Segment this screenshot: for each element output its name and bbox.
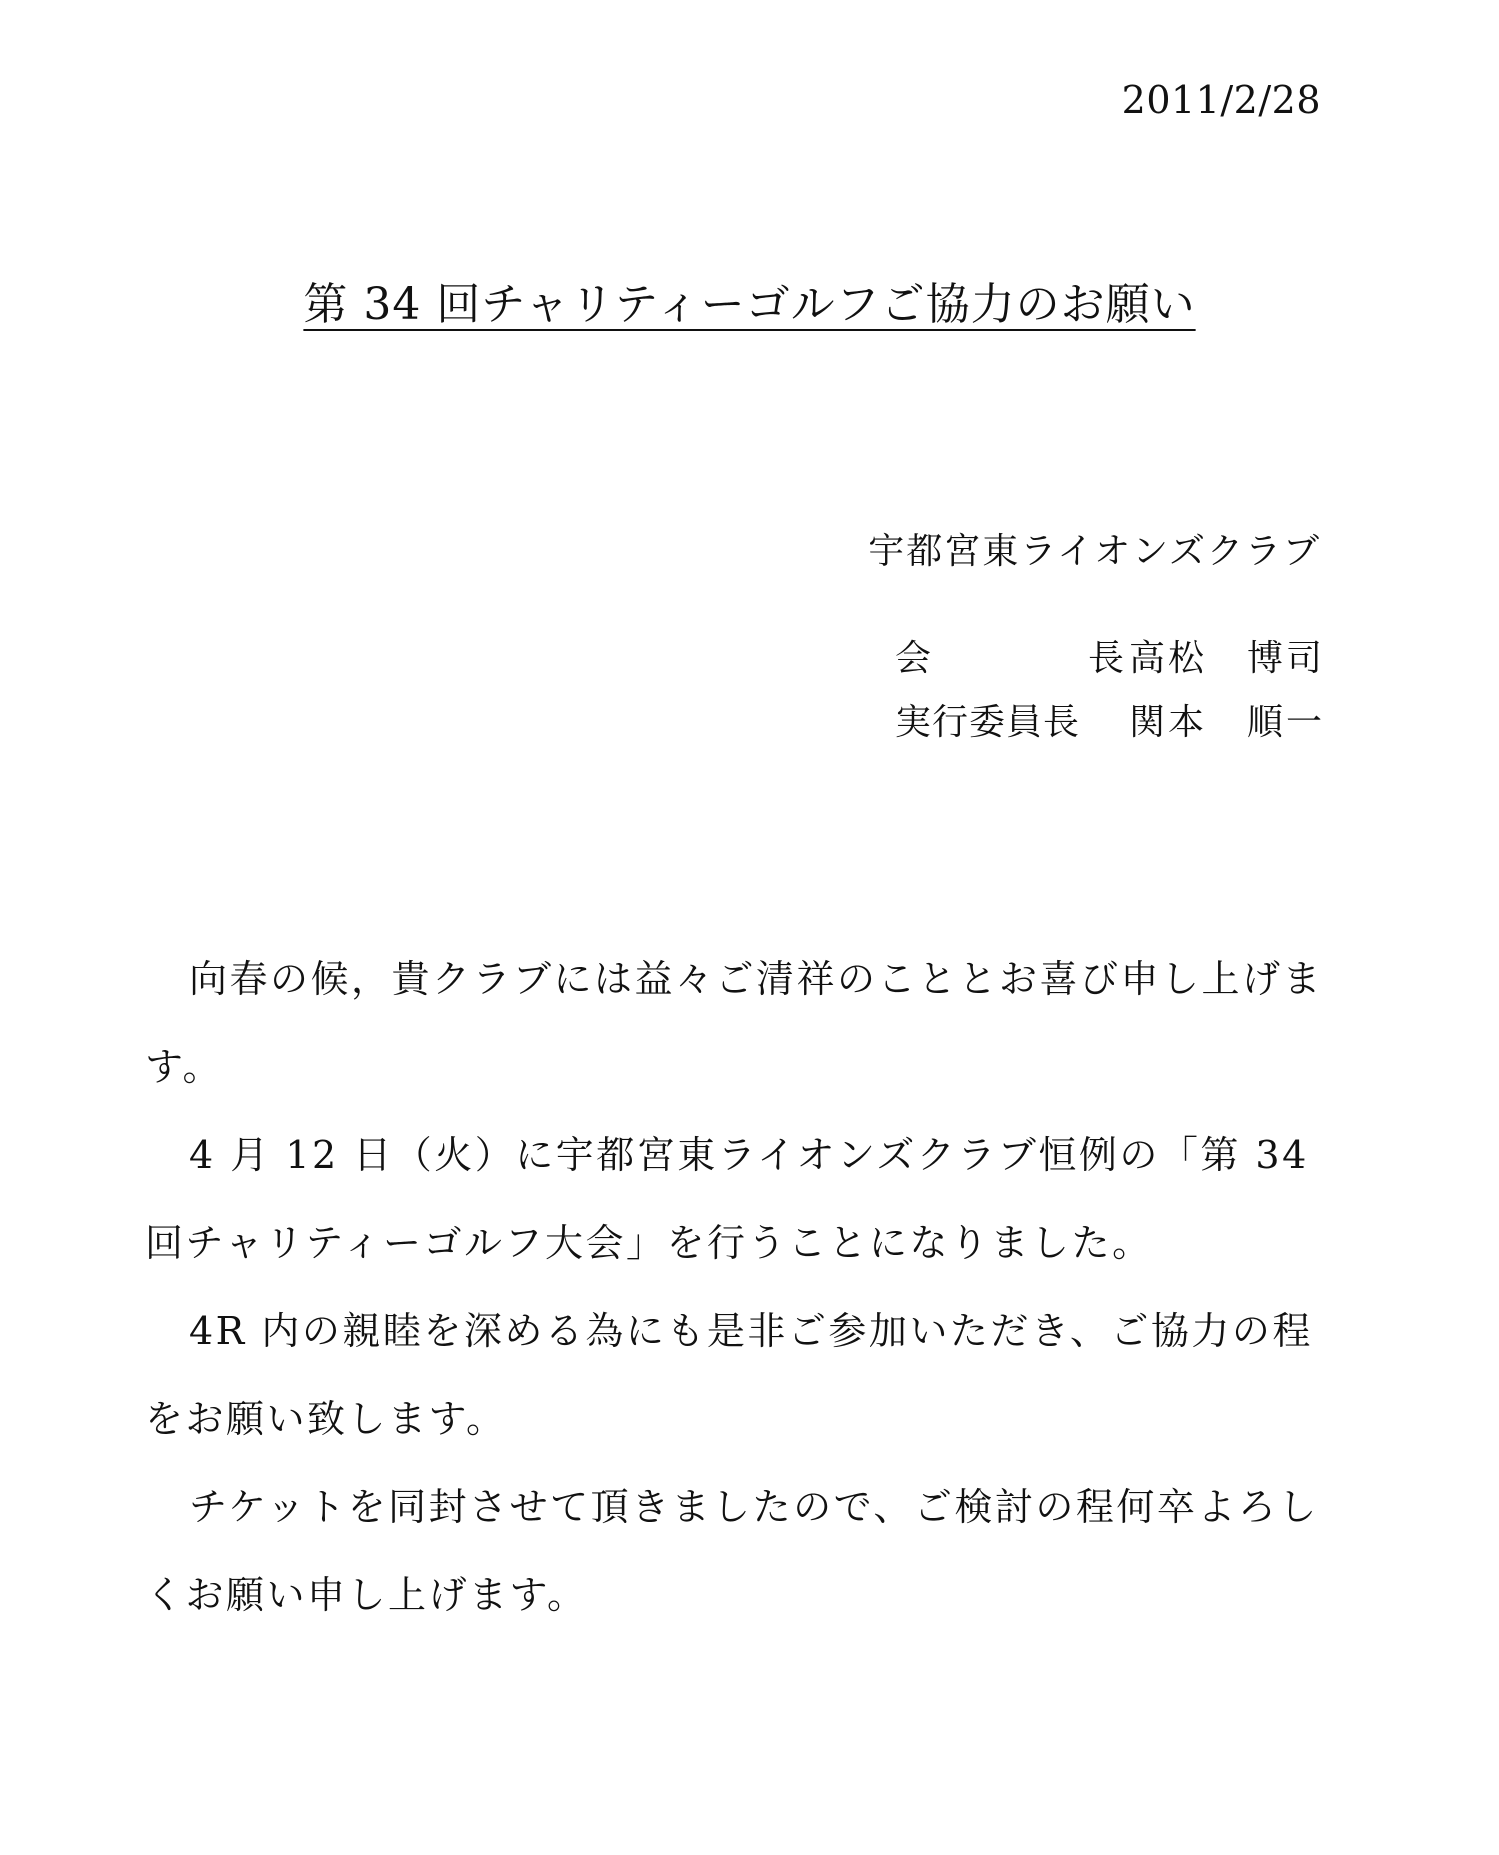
body-paragraph: チケットを同封させて頂きましたので、ご検討の程何卒よろしくお願い申し上げます。 [145, 1485, 1319, 1617]
officer-given-name: 順一 [1246, 702, 1325, 743]
body-paragraph: 4 月 12 日（火）に宇都宮東ライオンズクラブ恒例の「第 34 回チャリティーゴルフ大会」を行うことになりました。 [145, 1133, 1309, 1265]
officer-role [895, 630, 1125, 681]
officer-surname: 関本 [1129, 702, 1208, 743]
organization-name: 宇都宮東ライオンズクラブ [868, 531, 1321, 572]
officers-list [895, 630, 1325, 758]
document-title [0, 268, 1499, 332]
officer-name [1129, 630, 1325, 681]
officer-surname: 高松 [1129, 638, 1208, 679]
document-date: 2011/2/28 [1121, 78, 1321, 122]
officer-name [1129, 694, 1325, 745]
officer-row-committee-chair [895, 694, 1325, 758]
officer-row-president [895, 630, 1325, 694]
body-paragraph: 4R 内の親睦を深める為にも是非ご参加いただき、ご協力の程をお願い致します。 [145, 1309, 1313, 1441]
officer-given-name: 博司 [1246, 638, 1325, 679]
officer-role [895, 694, 1125, 745]
letter-body [145, 935, 1335, 1639]
officer-role-part: 会 [895, 638, 933, 679]
document-title-text: 第 34 回チャリティーゴルフご協力のお願い [303, 279, 1196, 330]
officer-role-part: 長 [1087, 638, 1125, 679]
officer-role-part: 実行委員長 [895, 702, 1081, 743]
body-paragraph: 向春の候，貴クラブには益々ご清祥のこととお喜び申し上げます。 [145, 957, 1324, 1089]
